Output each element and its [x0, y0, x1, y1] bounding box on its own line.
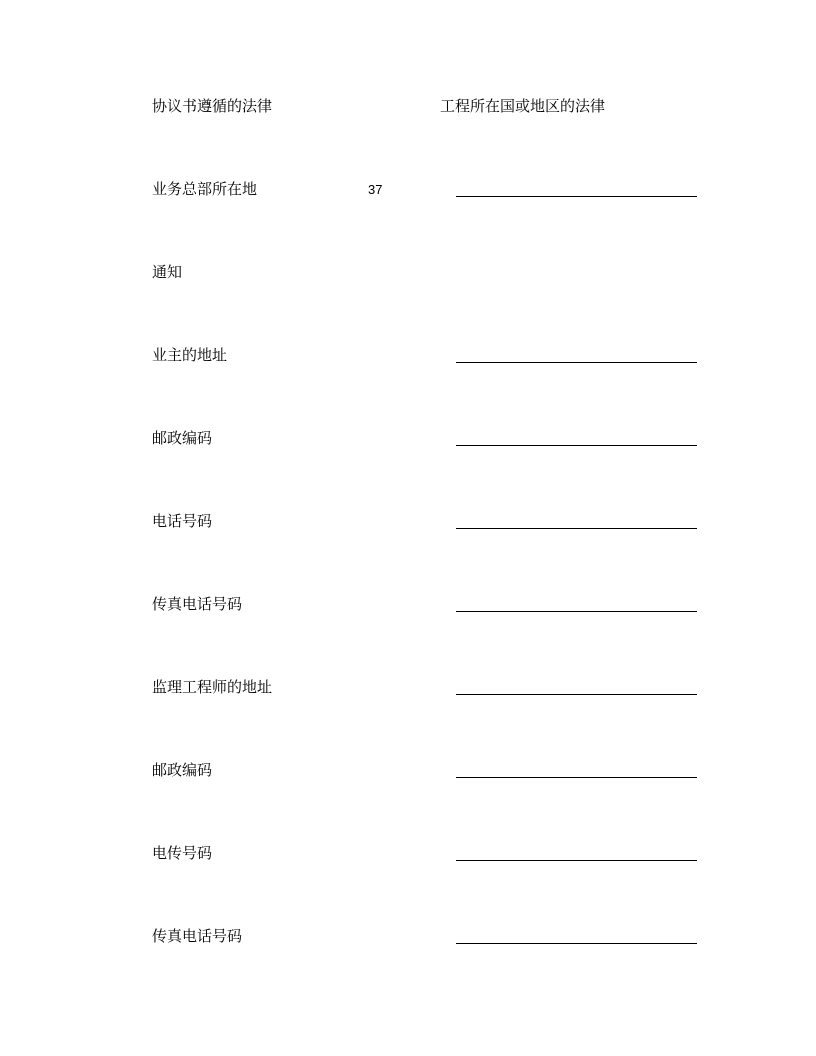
headquarters-blank-line	[456, 196, 697, 197]
governing-law-value: 工程所在国或地区的法律	[440, 97, 606, 115]
owner-postcode-label: 邮政编码	[152, 429, 213, 447]
owner-fax-blank-line	[456, 611, 697, 612]
engineer-telegram-blank-line	[456, 860, 697, 861]
notice-heading: 通知	[152, 263, 183, 281]
engineer-fax-blank-line	[456, 943, 697, 944]
headquarters-label: 业务总部所在地	[152, 180, 258, 198]
owner-address-label: 业主的地址	[152, 346, 228, 364]
engineer-postcode-blank-line	[456, 777, 697, 778]
governing-law-label: 协议书遵循的法律	[152, 97, 273, 115]
engineer-fax-label: 传真电话号码	[152, 927, 243, 945]
owner-fax-label: 传真电话号码	[152, 595, 243, 613]
headquarters-ref-number: 37	[368, 182, 383, 197]
owner-phone-label: 电话号码	[152, 512, 213, 530]
owner-address-blank-line	[456, 362, 697, 363]
engineer-postcode-label: 邮政编码	[152, 761, 213, 779]
engineer-address-blank-line	[456, 694, 697, 695]
engineer-address-label: 监理工程师的地址	[152, 678, 273, 696]
owner-phone-blank-line	[456, 528, 697, 529]
owner-postcode-blank-line	[456, 445, 697, 446]
engineer-telegram-label: 电传号码	[152, 844, 213, 862]
